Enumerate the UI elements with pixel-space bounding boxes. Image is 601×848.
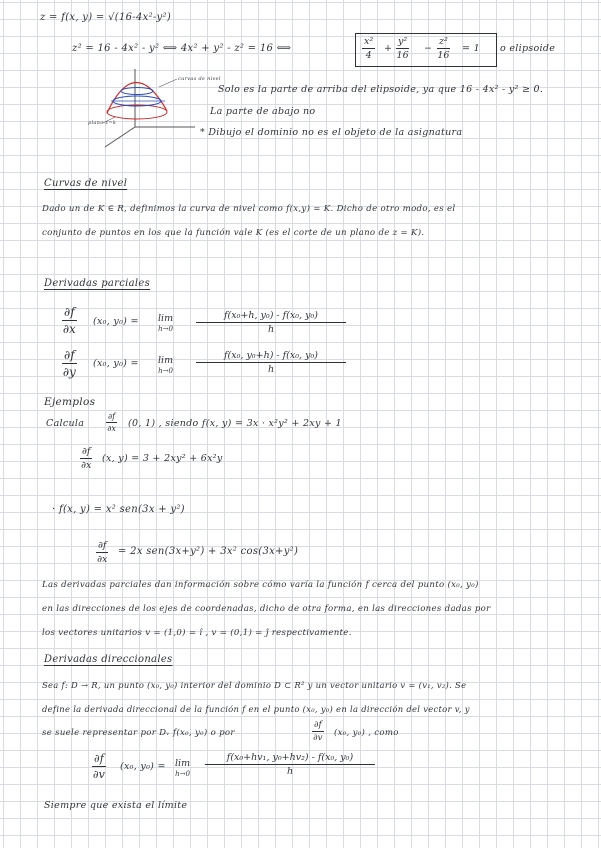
directional-quotient: $\frac{\text{f(x₀+hv₁, y₀+hv₂) - f(x₀, y₀)}}{h}$: [205, 752, 375, 777]
directional-limit: lim h→0: [175, 758, 191, 778]
partial-y-limit: lim h→0: [158, 355, 174, 375]
directional-line2: define la derivada direccional de la función f en el punto (x₀, y₀) en la dirección del vector v, y: [42, 704, 470, 714]
equals-one: = 1: [462, 43, 480, 54]
example1-result: (x, y) = 3 + 2xy² + 6x²y: [102, 453, 223, 464]
directional-point: (x₀, y₀) =: [120, 761, 166, 772]
partial-x-point: (x₀, y₀) =: [93, 316, 139, 327]
plus-sign: +: [384, 43, 393, 54]
directional-footer: Siempre que exista el límite: [44, 800, 188, 811]
ellipsoid-label: o elipsoide: [500, 43, 556, 54]
example2-function: · f(x, y) = x² sen(3x + y²): [52, 504, 185, 515]
example1-result-symbol: $\frac{\partial f}{\partial x}$: [81, 446, 92, 471]
heading-derivadas-parciales: Derivadas parciales: [44, 278, 151, 289]
function-definition: z = f(x, y) = √(16-4x²-y²): [40, 12, 172, 23]
directional-line1: Sea f: D → R, un punto (x₀, y₀) interior del dominio D ⊂ R² y un vector unitario v = (v₁, v₂). Se: [42, 680, 467, 690]
sketch-label-top: curvas de nivel: [178, 76, 221, 82]
partial-y-symbol: $\frac{\partial f}{\partial y}$: [62, 348, 76, 379]
note-domain: * Dibujo el dominio no es el objeto de la asignatura: [200, 127, 463, 138]
example2-partial-symbol: $\frac{\partial f}{\partial x}$: [97, 540, 108, 565]
example1-partial-symbol: $\frac{\partial f}{\partial x}$: [107, 412, 116, 433]
note-lower-half: La parte de abajo no: [210, 106, 316, 117]
partial-x-quotient: $\frac{\text{f(x₀+h, y₀) - f(x₀, y₀)}}{h}$: [196, 310, 346, 335]
interpretation-line2: en las direcciones de los ejes de coordenadas, dicho de otra forma, en las direcciones dadas por: [42, 604, 491, 614]
heading-curvas-de-nivel: Curvas de nivel: [44, 178, 128, 189]
directional-lhs-symbol: $\frac{\partial f}{\partial v}$: [92, 752, 105, 781]
partial-x-limit: lim h→0: [158, 313, 174, 333]
curvas-paragraph-line1: Dado un de K ∈ R, definimos la curva de nivel como f(x,y) = K. Dicho de otro modo, es el: [42, 204, 456, 214]
partial-y-point: (x₀, y₀) =: [93, 358, 139, 369]
partial-y-quotient: $\frac{\text{f(x₀, y₀+h) - f(x₀, y₀)}}{h}$: [196, 350, 346, 375]
frac-y2-16: $\frac{\text{y²}}{16}$: [396, 36, 409, 61]
directional-line3a: se suele representar por Dᵥ f(x₀, y₀) o por: [42, 728, 235, 738]
directional-inline-symbol: $\frac{\partial f}{\partial v}$: [313, 720, 323, 743]
example1-calcula: Calcula: [46, 418, 85, 429]
ellipsoid-derivation: z² = 16 - 4x² - y² ⟺ 4x² + y² - z² = 16 ⟺: [72, 43, 292, 54]
heading-ejemplos: Ejemplos: [44, 396, 96, 408]
example1-statement: (0, 1) , siendo f(x, y) = 3x · x²y² + 2xy + 1: [128, 418, 342, 429]
interpretation-line3: los vectores unitarios v = (1,0) = î , v = (0,1) = ĵ respectivamente.: [42, 628, 352, 638]
frac-x2-4: $\frac{\text{x²}}{4}$: [364, 36, 374, 61]
minus-sign: −: [424, 43, 433, 54]
frac-z2-16: $\frac{\text{z²}}{16}$: [437, 36, 450, 61]
example2-result: = 2x sen(3x+y²) + 3x² cos(3x+y²): [118, 546, 299, 557]
sketch-label-left: plano z=k: [88, 120, 117, 126]
curvas-paragraph-line2: conjunto de puntos en los que la función vale K (es el corte de un plano de z = K).: [42, 228, 425, 238]
directional-line3b: (x₀, y₀) , como: [334, 728, 399, 738]
heading-derivadas-direccionales: Derivadas direccionales: [44, 654, 173, 665]
note-upper-half: Solo es la parte de arriba del elipsoide, ya que 16 - 4x² - y² ≥ 0.: [218, 84, 544, 95]
partial-x-symbol: $\frac{\partial f}{\partial x}$: [62, 305, 76, 336]
interpretation-line1: Las derivadas parciales dan información sobre cómo varía la función f cerca del punto (x₀, y₀): [42, 580, 479, 590]
